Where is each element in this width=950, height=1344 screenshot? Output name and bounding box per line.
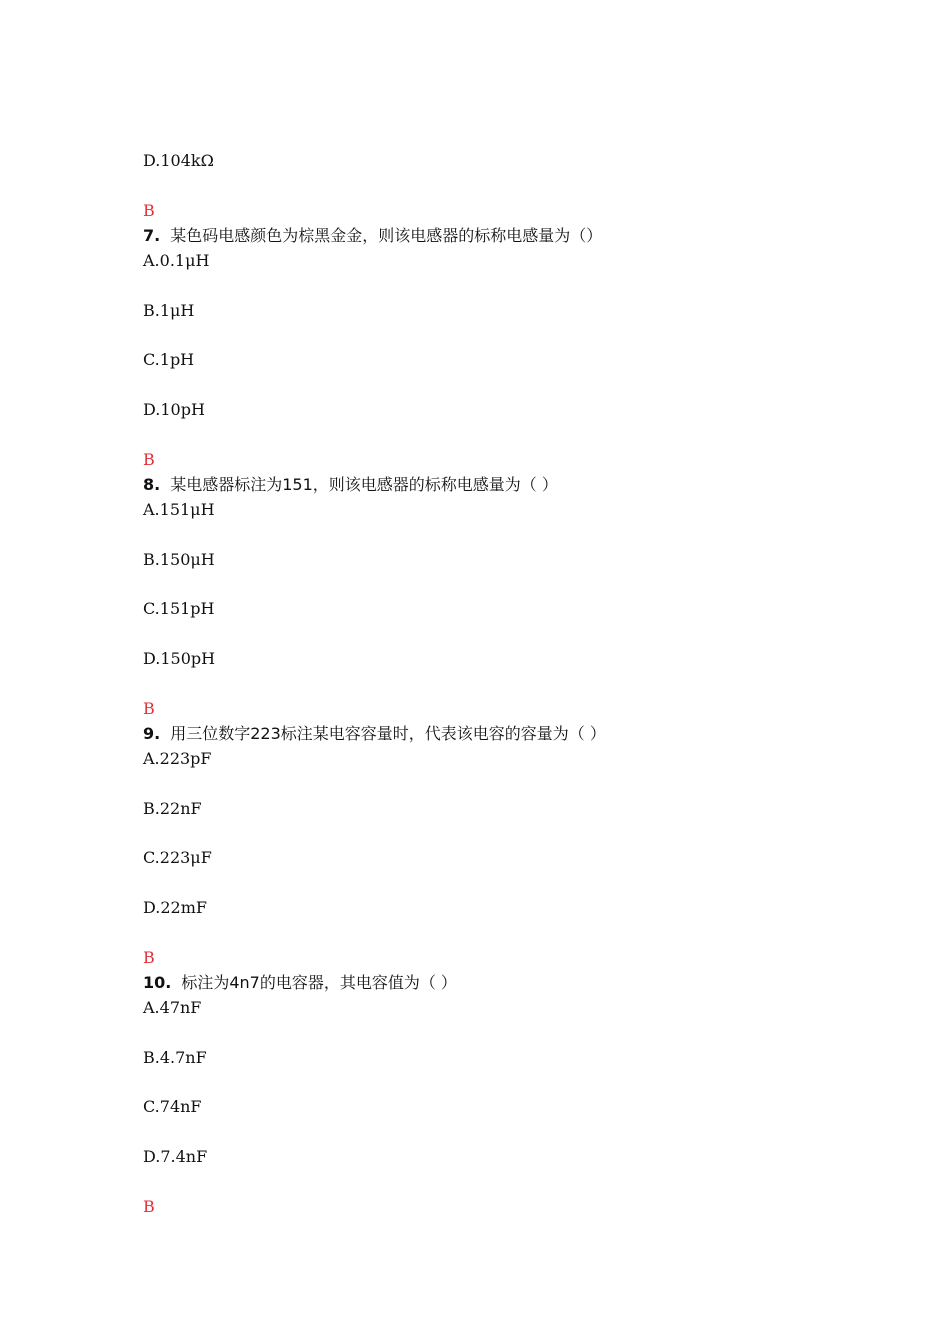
- question-number: 7.: [143, 226, 161, 245]
- option-d: D.7.4nF: [143, 1147, 208, 1166]
- question-9: [143, 724, 606, 744]
- answer-key: B: [143, 450, 155, 469]
- question-7: [143, 226, 602, 246]
- option-b: B.1μH: [143, 301, 195, 320]
- question-8: [143, 475, 558, 495]
- question-number: 10.: [143, 973, 172, 992]
- option-c: C.74nF: [143, 1097, 202, 1116]
- option-a: A.223pF: [143, 749, 212, 768]
- option-c: C.223μF: [143, 848, 212, 867]
- question-stem: 某电感器标注为151，则该电感器的标称电感量为（ ）: [170, 475, 558, 494]
- answer-key: B: [143, 699, 155, 718]
- option-d: D.22mF: [143, 898, 207, 917]
- question-stem: 某色码电感颜色为棕黑金金，则该电感器的标称电感量为（）: [170, 226, 603, 245]
- answer-key: B: [143, 201, 155, 220]
- option-a: A.47nF: [143, 998, 202, 1017]
- answer-key: B: [143, 948, 155, 967]
- question-number: 9.: [143, 724, 161, 743]
- option-d: D.10pH: [143, 400, 205, 419]
- question-stem: 标注为4n7的电容器，其电容值为（ ）: [181, 973, 457, 992]
- option-c: C.151pH: [143, 599, 215, 618]
- question-10: [143, 973, 457, 993]
- option-a: A.151μH: [143, 500, 215, 519]
- question-number: 8.: [143, 475, 161, 494]
- question-stem: 用三位数字223标注某电容容量时，代表该电容的容量为（ ）: [170, 724, 606, 743]
- option-b: B.150μH: [143, 550, 215, 569]
- answer-key: B: [143, 1197, 155, 1216]
- option-d: D.150pH: [143, 649, 216, 668]
- option-a: A.0.1μH: [143, 251, 210, 270]
- option-b: B.4.7nF: [143, 1048, 207, 1067]
- option-c: C.1pH: [143, 350, 195, 369]
- option-d: D.104kΩ: [143, 151, 214, 170]
- option-b: B.22nF: [143, 799, 202, 818]
